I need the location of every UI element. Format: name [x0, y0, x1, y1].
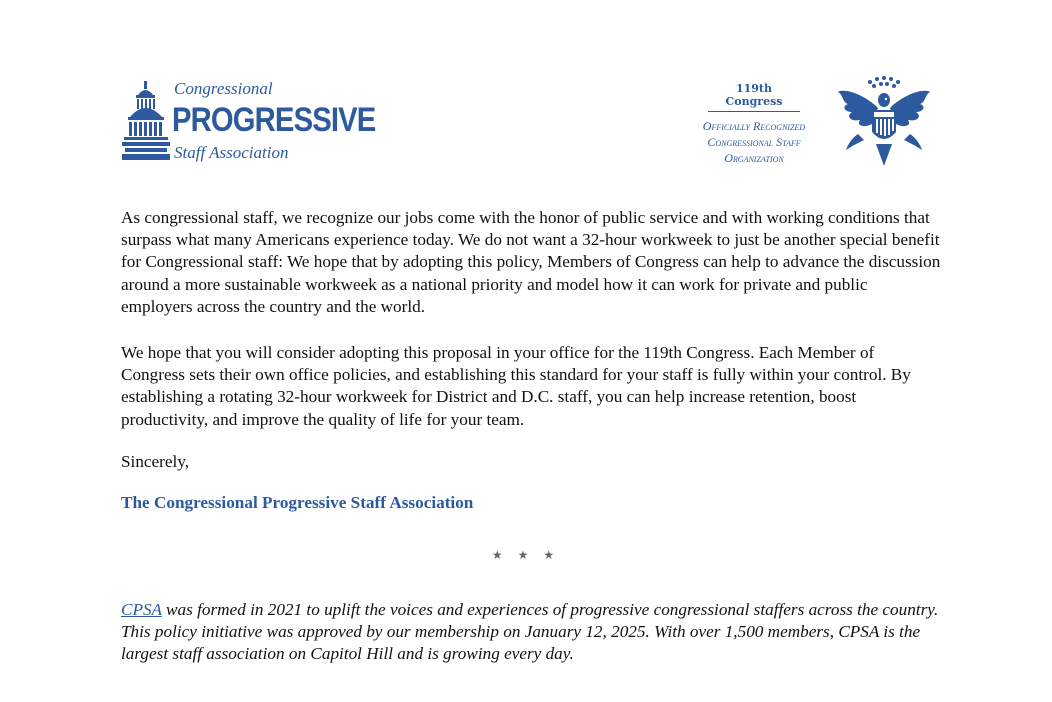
body-paragraph-1: As congressional staff, we recognize our jobs come with the honor of public service and with working conditions that surpass what many Americans experience today. We do not want a 32-hour workweek to just be another special benefit for Congressional staff: We hope that by adopting this policy, Members of Congress can help to advance the discussion around a more sustainable workweek as a national priority and model how it can work for private and public employers across the country and the world.	[121, 208, 941, 316]
cpsa-link[interactable]: CPSA	[121, 600, 162, 619]
about-text: was formed in 2021 to uplift the voices and experiences of progressive congressional staffers across the country. This policy initiative was approved by our membership on January 12, 2025. With over 1,500 members, CPSA is the largest staff association on Capitol Hill and is growing every day.	[121, 600, 939, 664]
section-divider: ★ ★ ★	[491, 548, 561, 562]
capitol-dome-icon	[122, 81, 170, 161]
body-paragraph-2: We hope that you will consider adopting this proposal in your office for the 119th Congress. Each Member of Congress sets their own office policies, and establishing this standard for your staff is fully within your control. By establishing a rotating 32-hour workweek for District and D.C. staff, you can help increase retention, boost productivity, and improve the quality of life for your team.	[121, 343, 911, 429]
cpsa-logo	[122, 79, 376, 167]
recognition-line: Organization	[724, 151, 784, 165]
eagle-seal-icon	[834, 74, 934, 168]
closing: Sincerely,	[121, 452, 190, 471]
about-paragraph	[121, 599, 941, 666]
recognition-line: Congressional Staff	[707, 135, 801, 149]
recognition-line: Officially Recognized	[702, 119, 806, 133]
signature: The Congressional Progressive Staff Association	[121, 493, 474, 512]
recognition-lines	[680, 118, 828, 166]
recognition-block	[680, 82, 828, 166]
logo-line-top: Congressional	[174, 79, 273, 98]
logo-line-bottom: Staff Association	[174, 143, 289, 162]
logo-line-main: PROGRESSIVE	[172, 101, 376, 139]
congress-label: 119th Congress	[708, 82, 800, 112]
